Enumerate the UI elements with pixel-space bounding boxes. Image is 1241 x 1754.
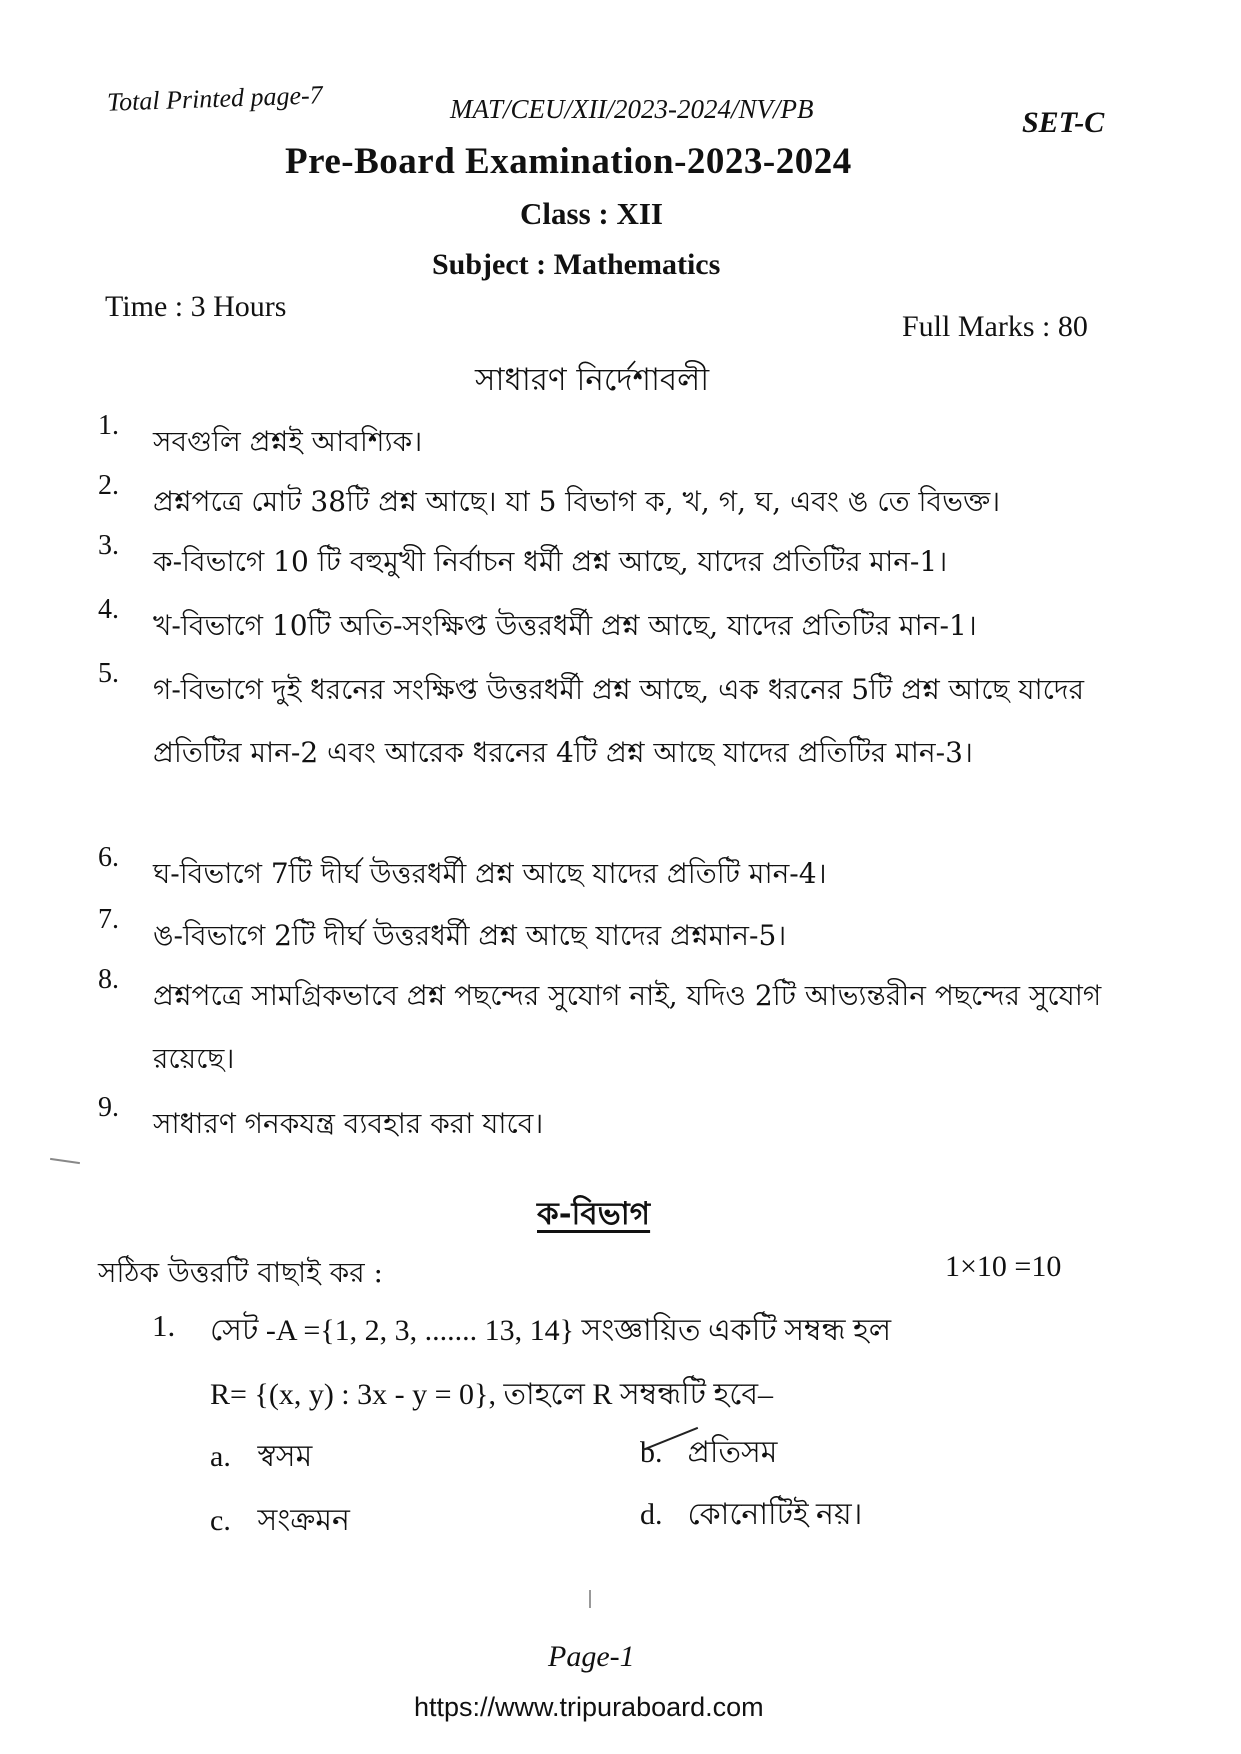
- question-number: 1.: [152, 1308, 176, 1343]
- option-text: স্বসম: [257, 1440, 313, 1473]
- section-marks: 1×10 =10: [945, 1250, 1062, 1283]
- option-label: d.: [640, 1498, 663, 1531]
- instruction-text: ঘ-বিভাগে 7টি দীর্ঘ উত্তরধর্মী প্রশ্ন আছে যাদের প্রতিটি মান-4।: [153, 857, 827, 890]
- option-label: a.: [210, 1440, 231, 1473]
- option-c: [210, 1496, 350, 1547]
- instruction-text: প্রশ্নপত্রে মোট 38টি প্রশ্ন আছে। যা 5 বিভাগ ক, খ, গ, ঘ, এবং ঙ তে বিভক্ত।: [153, 485, 1001, 518]
- instruction-number: 2.: [98, 470, 119, 501]
- option-text: প্রতিসম: [687, 1436, 778, 1469]
- instruction-text: সবগুলি প্রশ্নই আবশ্যিক।: [153, 425, 423, 458]
- option-d: [640, 1490, 862, 1541]
- instruction-text: ঙ-বিভাগে 2টি দীর্ঘ উত্তরধর্মী প্রশ্ন আছে যাদের প্রশ্নমান-5।: [153, 919, 787, 952]
- question-text-line1: সেট -A ={1, 2, 3, ....... 13, 14} সংজ্ঞায়িত একটি সম্বন্ধ হল: [210, 1314, 892, 1347]
- instruction-number: 9.: [98, 1092, 119, 1123]
- question-text-line2: R= {(x, y) : 3x - y = 0}, তাহলে R সম্বন্ধটি হবে–: [210, 1378, 774, 1411]
- option-label: c.: [210, 1504, 231, 1537]
- paper-code: MAT/CEU/XII/2023-2024/NV/PB: [450, 94, 814, 124]
- instruction-text: সাধারণ গনকযন্ত্র ব্যবহার করা যাবে।: [153, 1107, 544, 1140]
- option-text: কোনোটিই নয়।: [687, 1498, 863, 1531]
- instruction-number: 3.: [98, 530, 119, 561]
- general-instructions-title: সাধারণ নির্দেশাবলী: [475, 362, 710, 398]
- instruction-text: খ-বিভাগে 10টি অতি-সংক্ষিপ্ত উত্তরধর্মী প্রশ্ন আছে, যাদের প্রতিটির মান-1।: [153, 609, 977, 642]
- full-marks: Full Marks : 80: [902, 310, 1088, 343]
- instruction-text: গ-বিভাগে দুই ধরনের সংক্ষিপ্ত উত্তরধর্মী প্রশ্ন আছে, এক ধরনের 5টি প্রশ্ন আছে যাদের প্রতিটির মান-2 এবং আরেক ধরনের 4টি প্রশ্ন আছে যাদের প্রতিটির মান-3।: [153, 673, 1085, 769]
- time-allowed: Time : 3 Hours: [105, 290, 287, 323]
- instruction-number: 7.: [98, 904, 119, 935]
- instruction-number: 4.: [98, 594, 119, 625]
- scan-mark: [50, 1158, 80, 1164]
- option-text: সংক্রমন: [257, 1504, 350, 1537]
- page-number: Page-1: [548, 1640, 635, 1673]
- instruction-number: 6.: [98, 842, 119, 873]
- option-b: [640, 1428, 777, 1479]
- website-url[interactable]: https://www.tripuraboard.com: [414, 1692, 764, 1722]
- total-printed-pages: Total Printed page-7: [106, 80, 324, 117]
- exam-title: Pre-Board Examination-2023-2024: [285, 141, 852, 182]
- instruction-number: 1.: [98, 410, 119, 441]
- set-label: SET-C: [1022, 106, 1105, 139]
- section-instruction: সঠিক উত্তরটি বাছাই কর :: [98, 1256, 383, 1289]
- section-title: ক-বিভাগ: [537, 1196, 651, 1232]
- instruction-number: 5.: [98, 658, 119, 689]
- instruction-number: 8.: [98, 964, 119, 995]
- instruction-text: প্রশ্নপত্রে সামগ্রিকভাবে প্রশ্ন পছন্দের সুযোগ নাই, যদিও 2টি আভ্যন্তরীন পছন্দের সুযোগ রয়েছে।: [153, 979, 1102, 1075]
- class-line: Class : XII: [520, 196, 663, 231]
- option-label: b.: [640, 1436, 663, 1469]
- subject-line: Subject : Mathematics: [432, 248, 721, 281]
- scan-mark: [589, 1590, 591, 1608]
- option-a: [210, 1432, 312, 1483]
- instruction-text: ক-বিভাগে 10 টি বহুমুখী নির্বাচন ধর্মী প্রশ্ন আছে, যাদের প্রতিটির মান-1।: [153, 545, 948, 578]
